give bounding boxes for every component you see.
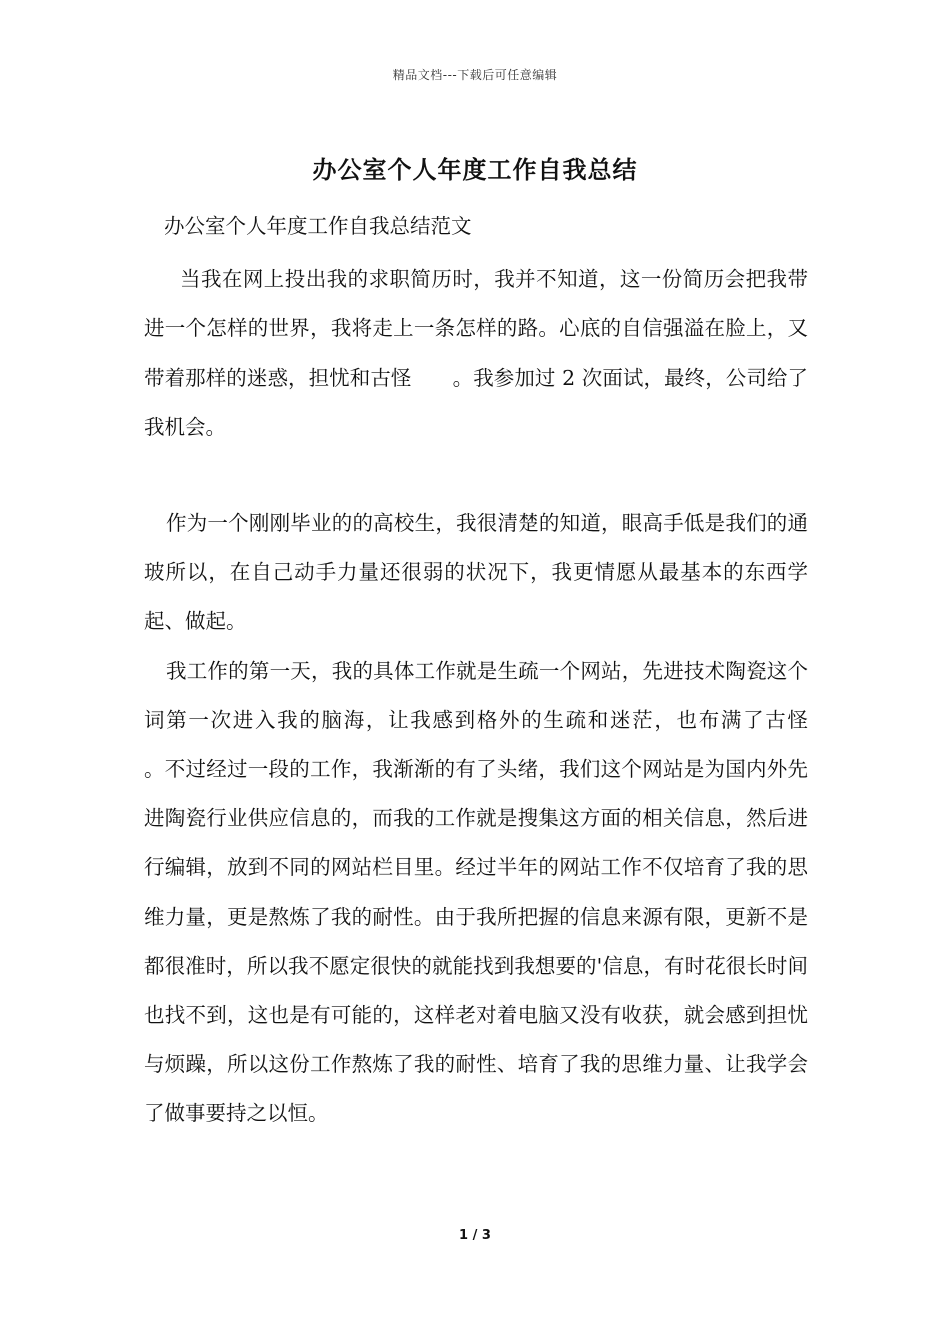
paragraph-1: 当我在网上投出我的求职简历时，我并不知道，这一份简历会把我带进一个怎样的世界，我将走上一条怎样的路。心底的自信强溢在脸上，又带着那样的迷惑，担忧和古怪 。我参加过 2 次面试，最终，公司给了我机会。 [144,267,808,439]
document-subtitle: 办公室个人年度工作自我总结范文 [164,214,472,238]
paragraph-3: 我工作的第一天，我的具体工作就是生疏一个网站，先进技术陶瓷这个词第一次进入我的脑海，让我感到格外的生疏和迷茫，也布满了古怪 。不过经过一段的工作，我渐渐的有了头绪，我们这个网站是为国内外先进陶瓷行业供应信息的，而我的工作就是搜集这方面的相关信息，然后进行编辑，放到不同的网站栏目里。经过半年的网站工作不仅培育了我的思维力量，更是熬炼了我的耐性。由于我所把握的信息来源有限，更新不是都很准时，所以我不愿定很快的就能找到我想要的'信息，有时花很长时间也找不到，这也是有可能的，这样老对着电脑又没有收获，就会感到担忧与烦躁，所以这份工作熬炼了我的耐性、培育了我的思维力量、让我学会了做事要持之以恒。 [144,658,849,1126]
document-header: 精品文档---下载后可任意编辑 [392,68,558,82]
page-number: 1 / 3 [459,1228,491,1243]
document-body [144,202,849,1139]
document-title: 办公室个人年度工作自我总结 [312,155,638,184]
paragraph-2: 作为一个刚刚毕业的的高校生，我很清楚的知道，眼高手低是我们的通玻所以，在自己动手力量还很弱的状况下，我更情愿从最基本的东西学起、做起。 [144,511,808,634]
